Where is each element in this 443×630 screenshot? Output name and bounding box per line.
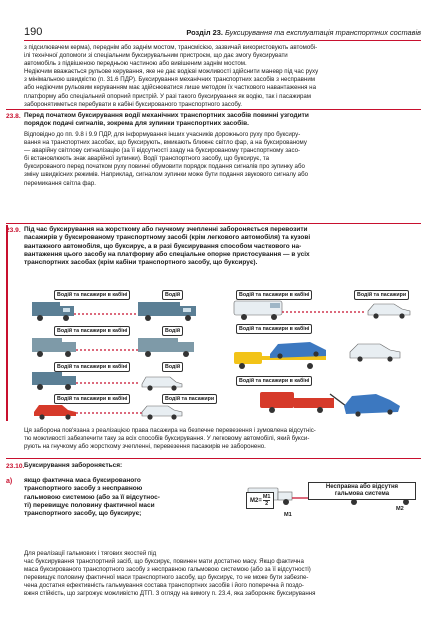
item-a-heading xyxy=(24,477,160,518)
brake-failure-tag: Несправна або відсутня гальмова система xyxy=(308,482,416,500)
formula-denominator: 2 xyxy=(265,501,269,507)
tag-driver: Водій xyxy=(162,326,183,336)
tag-driver-passengers-cab: Водій та пасажири в кабіні xyxy=(236,290,312,300)
text-line: перемикання світла фар. xyxy=(24,179,96,187)
text-line: чена достатня ефективність гальмування состава транспортних засобів і його поперечна й поздо- xyxy=(24,582,304,590)
tow-lift-scene xyxy=(230,384,420,418)
towing-illustration xyxy=(24,290,421,420)
heading-line: порядок подачі сигналів, зокрема для зупинки транспортних засобів. xyxy=(24,120,249,128)
text-line: — аварійну світлову сигналізацію (за її відсутності ззаду на буксированому транспортному засо- xyxy=(24,147,301,155)
section-label: Розділ 23. xyxy=(186,28,223,37)
tag-driver-passengers-cab: Водій та пасажири в кабіні xyxy=(236,376,312,386)
car-car-scene xyxy=(30,401,218,420)
heading-line: вантаження цього засобу на платформу або спеціальне опорне пристосування — в усіх xyxy=(24,250,310,258)
text-line: або недіючим рульовим керуванням має здійснюватися лише методом їх часткового навантаження на xyxy=(24,84,316,92)
formula-numerator: М1 xyxy=(262,494,271,500)
text-line: вжня стійкість, що загрожує можливістю ДТП. З огляду на вимогу п. 23.4, яка забороняє буксирування xyxy=(24,590,316,598)
rule-separator xyxy=(6,458,421,459)
heading-line: пасажирів у буксированому транспортному засобі (крім легкового автомобіля) та кузові xyxy=(24,234,311,242)
heading-line: гальмовою системою (або за її відсутнос- xyxy=(24,493,160,501)
rule-separator xyxy=(6,223,421,224)
text-line: зміну швидкісних режимів. Наприклад, сигналом зупинки може бути подання звукового сигналу або xyxy=(24,171,309,179)
rule-23-9-body xyxy=(24,427,421,451)
intro-paragraph xyxy=(24,44,421,109)
tag-driver-passengers-cab: Водій та пасажири в кабіні xyxy=(54,394,130,404)
heading-line: вантажного автомобіля, що буксирує, а в разі буксирування способом часткового на- xyxy=(24,242,302,250)
tag-driver: Водій xyxy=(162,362,183,372)
rule-23-8-body xyxy=(24,131,421,188)
text-line: з мінімальною швидкістю (п. 31.6 ПДР). Буксирування механічних транспортних засобів з несправним xyxy=(24,76,315,84)
tag-driver-passengers-cab: Водій та пасажири в кабіні xyxy=(54,362,130,372)
text-line: перевищує половину фактичної маси транспортного засобу, що буксирує, то не може бути забезпе- xyxy=(24,574,309,582)
van-car-scene xyxy=(230,298,420,322)
heading-line: Перед початком буксирування водії механічних транспортних засобів повинні узгодити xyxy=(24,112,309,119)
rule-23-8-heading xyxy=(24,112,421,129)
truck-car-scene xyxy=(30,370,218,392)
item-a-body xyxy=(24,550,421,599)
text-line: Недіючим вважається рульове керування, яке не дає водієві можливості здійснити маневр під час руху xyxy=(24,68,319,76)
truck-truck-scene xyxy=(30,334,218,360)
rule-23-9-bar xyxy=(6,225,8,421)
heading-line: транспортного засобу, що буксирує; xyxy=(24,510,142,518)
rule-23-10-heading: Буксирування забороняється: xyxy=(24,462,123,469)
heading-line: Під час буксирування на жорсткому або гнучкому зчепленні забороняється перевозити xyxy=(24,226,308,233)
rule-23-10-number: 23.10. xyxy=(6,463,25,470)
text-line: платформу або спеціальний опорний пристрій. У разі такого буксирування як водію, так і пасажирам xyxy=(24,92,312,100)
text-line: час буксирування транспортний засіб, що буксирує, повинен мати достатню масу. Якщо фактична xyxy=(24,558,304,566)
tag-driver: Водій xyxy=(162,290,183,300)
text-line: Відповідно до пп. 9.8 і 9.9 ПДР, для інформування інших учасників дорожнього руху про буксиру- xyxy=(24,131,301,138)
truck-tow-truck-scene xyxy=(30,298,218,324)
text-line: рують на гнучкому або жорсткому зчепленні, перевезення пасажирів не заборонено. xyxy=(24,443,266,451)
heading-line: ті) перевищує половину фактичної маси xyxy=(24,501,155,509)
heading-line: транспортних засобах (крім кабіни транспортного засобу, що буксирує). xyxy=(24,259,258,267)
text-line: заборонятиметься перебувати в кабіні буксированого транспортного засобу. xyxy=(24,100,242,108)
section-title xyxy=(186,28,421,37)
tag-driver-passengers: Водій та пасажири xyxy=(162,394,217,404)
heading-line: транспортного засобу з несправною xyxy=(24,485,143,493)
rule-23-9-heading xyxy=(24,226,421,267)
text-line: маса буксированого транспортного засобу з несправною гальмовою системою (або за її відсутності) xyxy=(24,566,311,574)
label-m1: М1 xyxy=(284,512,292,518)
rule-23-9-number: 23.9. xyxy=(6,227,21,234)
tag-driver-passengers-cab: Водій та пасажири в кабіні xyxy=(54,326,130,336)
text-line: вання на транспортних засобах, що буксирують, вмикають ближнє світло фар, а на буксированому xyxy=(24,139,307,147)
brake-mass-diagram xyxy=(246,482,421,542)
text-line: бі встановлюють знак аварійної зупинки). Водії транспортного засобу, що буксирує, та xyxy=(24,155,269,163)
heading-line: якщо фактична маса буксированого xyxy=(24,477,141,484)
rule-separator xyxy=(6,109,421,110)
text-line: Ця заборона пов'язана з реалізацією права пасажира на безпечне перевезення і зумовлена відсутніс- xyxy=(24,427,316,434)
mass-formula xyxy=(246,492,274,509)
tag-driver-passengers-cab: Водій та пасажири в кабіні xyxy=(236,324,312,334)
text-line: ілі технічної допомоги зі спеціальним буксирувальним пристроєм, що дає змогу буксирувати xyxy=(24,52,288,60)
text-line: автомобіль з підвішеною передньою частиною або вивішеним заднім мостом. xyxy=(24,60,247,68)
section-name: Буксирування та експлуатація транспортних составів xyxy=(225,28,421,37)
item-a-letter: а) xyxy=(6,478,13,485)
tag-driver-passengers: Водій та пасажири xyxy=(354,290,409,300)
text-line: буксированого перед початком руху повинні обумовити порядок подання сигналів про зупинку або xyxy=(24,163,305,171)
page-number: 190 xyxy=(24,26,43,38)
tag-driver-passengers-cab: Водій та пасажири в кабіні xyxy=(54,290,130,300)
text-line: тю можливості забезпечити таку за всіх способів буксирування. У легковому автомобілі, який букси- xyxy=(24,435,310,443)
label-m2: М2 xyxy=(396,506,404,512)
tow-platform-scene xyxy=(230,332,420,372)
rule-23-8-number: 23.8. xyxy=(6,113,21,120)
formula-fraction xyxy=(263,494,271,507)
header-rule xyxy=(24,40,421,41)
formula-left: М2= xyxy=(250,497,262,504)
text-line: з підсилювачем керма), переднім або заднім мостом, трансмісією, зазвичай використовують автомобі- xyxy=(24,44,318,51)
text-line: Для реалізації гальмових і тягових якостей під xyxy=(24,550,157,557)
page-header xyxy=(24,26,421,40)
